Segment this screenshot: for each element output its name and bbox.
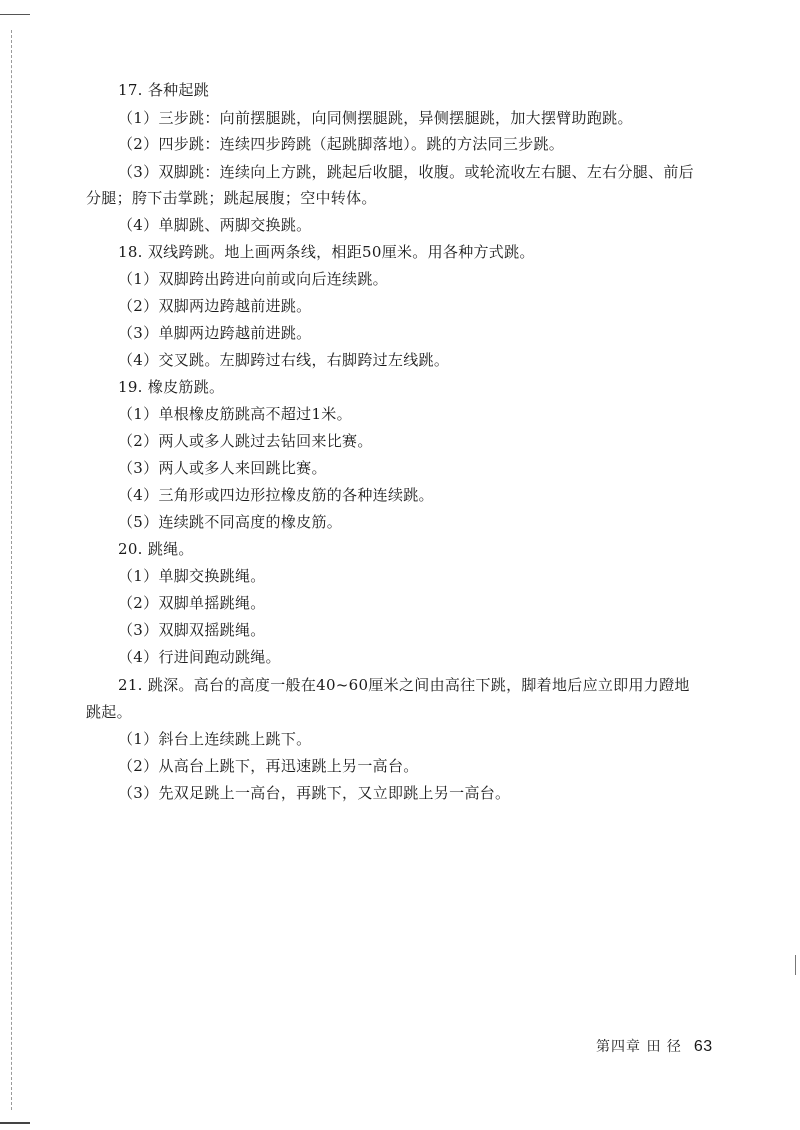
text-line: （1）三步跳：向前摆腿跳，向同侧摆腿跳，异侧摆腿跳，加大摆臂助跑跳。 bbox=[118, 109, 633, 127]
scan-edge-right bbox=[795, 955, 796, 975]
page-number: 63 bbox=[693, 1038, 713, 1055]
text-line: （3）先双足跳上一高台，再跳下，又立即跳上另一高台。 bbox=[118, 784, 511, 802]
section-heading-19: 19. 橡皮筋跳。 bbox=[118, 378, 225, 396]
text-line: 分腿；胯下击掌跳；跳起展腹；空中转体。 bbox=[86, 189, 377, 207]
page-footer bbox=[596, 1038, 713, 1056]
text-line: （4）单脚跳、两脚交换跳。 bbox=[118, 216, 312, 234]
text-line: （4）交叉跳。左脚跨过右线，右脚跨过左线跳。 bbox=[118, 351, 450, 369]
text-line: （1）双脚跨出跨进向前或向后连续跳。 bbox=[118, 270, 388, 288]
section-heading-17: 17. 各种起跳 bbox=[118, 81, 210, 99]
text-line: （2）从高台上跳下，再迅速跳上另一高台。 bbox=[118, 757, 419, 775]
scan-edge-top bbox=[0, 0, 30, 15]
text-line: （4）三角形或四边形拉橡皮筋的各种连续跳。 bbox=[118, 486, 434, 504]
text-line: （3）双脚双摇跳绳。 bbox=[118, 621, 266, 639]
text-line: （2）四步跳：连续四步跨跳（起跳脚落地）。跳的方法同三步跳。 bbox=[118, 135, 565, 153]
text-line: （1）斜台上连续跳上跳下。 bbox=[118, 730, 312, 748]
text-line: （1）单根橡皮筋跳高不超过1米。 bbox=[118, 405, 352, 423]
text-line: （3）双脚跳：连续向上方跳，跳起后收腿，收腹。或轮流收左右腿、左右分腿、前后 bbox=[118, 163, 694, 181]
text-line: （3）单脚两边跨越前进跳。 bbox=[118, 324, 312, 342]
scan-edge-left bbox=[11, 30, 12, 1110]
section-heading-20: 20. 跳绳。 bbox=[118, 540, 194, 558]
text-line: （2）双脚两边跨越前进跳。 bbox=[118, 297, 312, 315]
text-line: （5）连续跳不同高度的橡皮筋。 bbox=[118, 513, 343, 531]
text-line: （4）行进间跑动跳绳。 bbox=[118, 648, 281, 666]
text-line: （1）单脚交换跳绳。 bbox=[118, 567, 266, 585]
scan-edge-bottom bbox=[0, 1122, 30, 1124]
text-line: （3）两人或多人来回跳比赛。 bbox=[118, 459, 327, 477]
section-heading-21: 21. 跳深。高台的高度一般在40~60厘米之间由高往下跳，脚着地后应立即用力蹬地 bbox=[118, 676, 690, 694]
chapter-title: 第四章 田 径 bbox=[596, 1039, 682, 1055]
text-line: （2）双脚单摇跳绳。 bbox=[118, 594, 266, 612]
text-line: 跳起。 bbox=[86, 703, 132, 721]
section-heading-18: 18. 双线跨跳。地上画两条线，相距50厘米。用各种方式跳。 bbox=[118, 243, 535, 261]
text-line: （2）两人或多人跳过去钻回来比赛。 bbox=[118, 432, 373, 450]
